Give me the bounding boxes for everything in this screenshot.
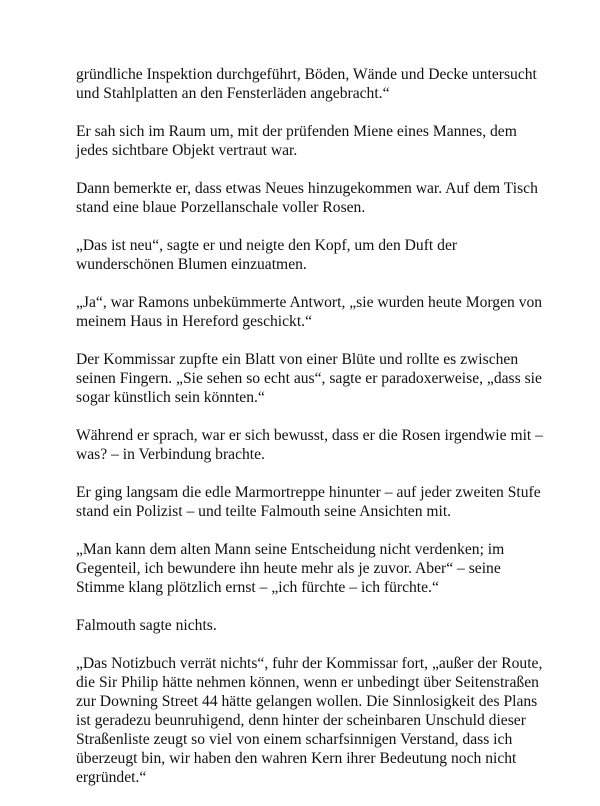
text-line: wunderschönen Blumen einzuatmen. (76, 256, 307, 273)
text-line: Stimme klang plötzlich ernst – „ich fürchte – ich fürchte.“ (76, 579, 439, 596)
text-line: Der Kommissar zupfte ein Blatt von einer Blüte und rollte es zwischen (76, 351, 519, 368)
text-line: Dann bemerkte er, dass etwas Neues hinzugekommen war. Auf dem Tisch (76, 180, 538, 197)
paragraph (76, 122, 536, 160)
text-line: Falmouth sagte nichts. (76, 617, 217, 634)
text-line: gründliche Inspektion durchgeführt, Böden, Wände und Decke untersucht (76, 66, 537, 83)
paragraph (76, 654, 543, 787)
paragraph (76, 540, 536, 597)
text-line: und Stahlplatten an den Fensterläden angebracht.“ (76, 85, 390, 102)
paragraph (76, 483, 541, 521)
text-line: „Man kann dem alten Mann seine Entscheidung nicht verdenken; im (76, 541, 505, 558)
paragraph (76, 350, 542, 407)
text-line: was? – in Verbindung brachte. (76, 446, 265, 463)
text-line: ergründet.“ (76, 769, 147, 786)
text-line: sogar künstlich sein könnten.“ (76, 389, 265, 406)
text-line: jedes sichtbare Objekt vertraut war. (76, 142, 298, 159)
paragraph (76, 236, 536, 274)
paragraph (76, 616, 536, 635)
text-line: seinen Fingern. „Sie sehen so echt aus“, sagte er paradoxerweise, „dass sie (76, 370, 542, 387)
text-line: „Das Notizbuch verrät nichts“, fuhr der Kommissar fort, „außer der Route, (76, 655, 543, 672)
document-body (76, 65, 543, 806)
text-line: zur Downing Street 44 hätte gelangen wollen. Die Sinnlosigkeit des Plans (76, 693, 538, 710)
text-line: meinem Haus in Hereford geschickt.“ (76, 313, 312, 330)
text-line: die Sir Philip hätte nehmen können, wenn er unbedingt über Seitenstraßen (76, 674, 539, 691)
paragraph (76, 65, 536, 103)
text-line: Er ging langsam die edle Marmortreppe hinunter – auf jeder zweiten Stufe (76, 484, 541, 501)
paragraph (76, 179, 536, 217)
text-line: Er sah sich im Raum um, mit der prüfenden Miene eines Mannes, dem (76, 123, 517, 140)
text-line: Gegenteil, ich bewundere ihn heute mehr als je zuvor. Aber“ – seine (76, 560, 501, 577)
text-line: Straßenliste zeugt so viel von einem scharfsinnigen Verstand, dass ich (76, 731, 513, 748)
text-line: Während er sprach, war er sich bewusst, dass er die Rosen irgendwie mit – (76, 427, 543, 444)
paragraph (76, 426, 543, 464)
text-line: stand eine blaue Porzellanschale voller Rosen. (76, 199, 366, 216)
text-line: überzeugt bin, wir haben den wahren Kern ihrer Bedeutung noch nicht (76, 750, 517, 767)
text-line: „Das ist neu“, sagte er und neigte den Kopf, um den Duft der (76, 237, 458, 254)
text-line: ist geradezu beunruhigend, denn hinter der scheinbaren Unschuld dieser (76, 712, 526, 729)
text-line: stand ein Polizist – und teilte Falmouth seine Ansichten mit. (76, 503, 452, 520)
text-line: „Ja“, war Ramons unbekümmerte Antwort, „sie wurden heute Morgen von (76, 294, 543, 311)
paragraph (76, 293, 543, 331)
